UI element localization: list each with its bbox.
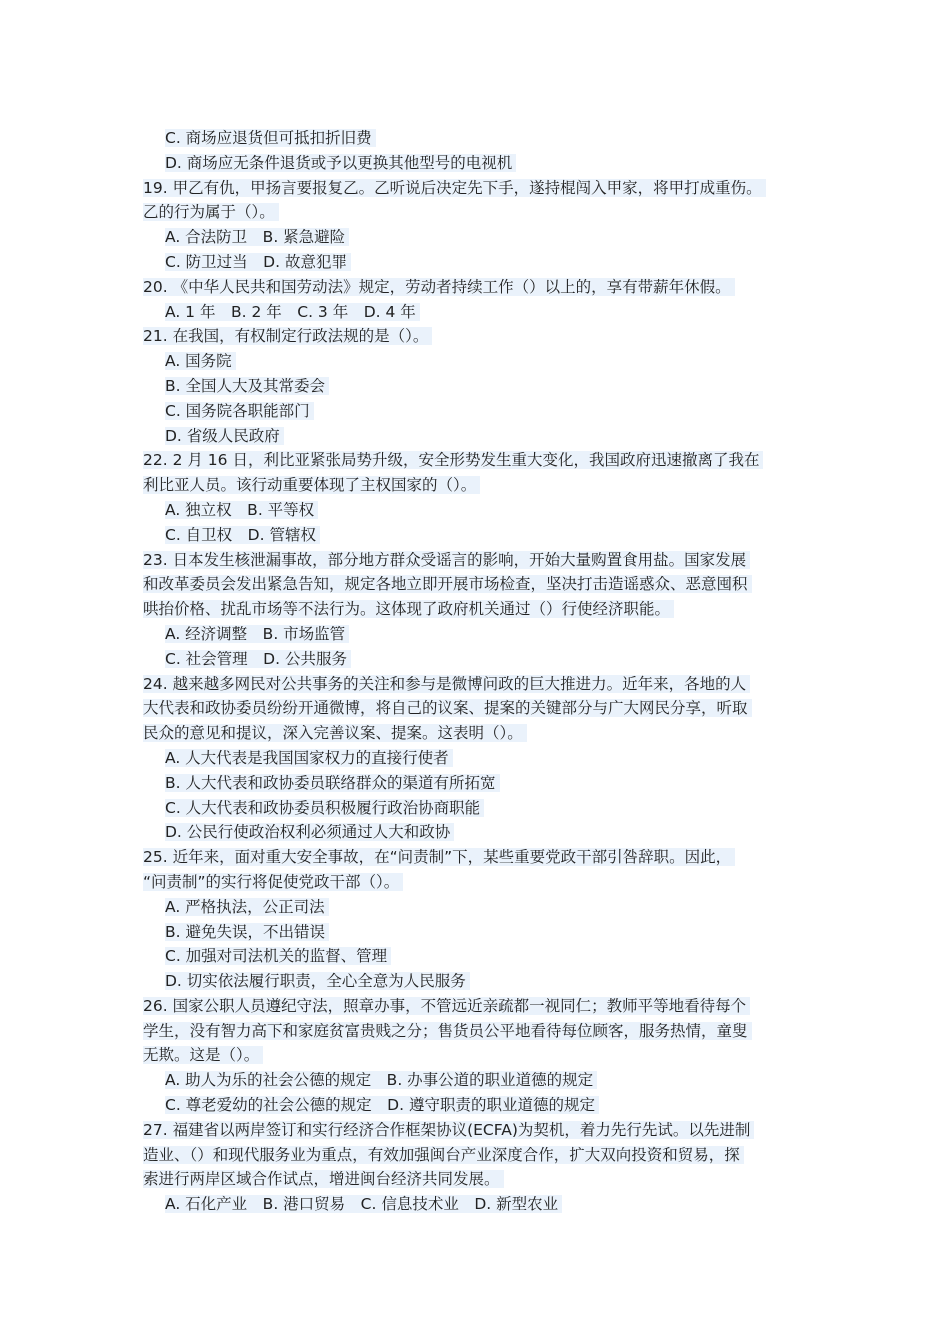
line-text: C. 社会管理 D. 公共服务 <box>165 650 351 668</box>
answer-option-line <box>143 151 808 176</box>
question-text-line <box>143 721 808 746</box>
answer-option-line <box>143 895 808 920</box>
answer-option-line <box>143 820 808 845</box>
question-text-line <box>143 572 808 597</box>
line-text: C. 商场应退货但可抵扣折旧费 <box>165 129 376 147</box>
line-text: C. 尊老爱幼的社会公德的规定 D. 遵守职责的职业道德的规定 <box>165 1096 599 1114</box>
line-text: A. 1 年 B. 2 年 C. 3 年 D. 4 年 <box>165 303 420 321</box>
line-text: C. 加强对司法机关的监督、管理 <box>165 947 391 965</box>
answer-option-line <box>143 374 808 399</box>
line-text: D. 商场应无条件退货或予以更换其他型号的电视机 <box>165 154 516 172</box>
line-text: 27. 福建省以两岸签订和实行经济合作框架协议(ECFA)为契机，着力先行先试。以先进制 <box>143 1121 754 1139</box>
question-text-line <box>143 1143 808 1168</box>
line-text: C. 自卫权 D. 管辖权 <box>165 526 320 544</box>
question-text-line <box>143 672 808 697</box>
question-text-line <box>143 275 808 300</box>
line-text: “问责制”的实行将促使党政干部（）。 <box>143 873 403 891</box>
answer-option-line <box>143 225 808 250</box>
line-text: A. 助人为乐的社会公德的规定 B. 办事公道的职业道德的规定 <box>165 1071 597 1089</box>
question-text-line <box>143 1043 808 1068</box>
line-text: 24. 越来越多网民对公共事务的关注和参与是微博问政的巨大推进力。近年来，各地的人 <box>143 675 750 693</box>
line-text: 20. 《中华人民共和国劳动法》规定，劳动者持续工作（）以上的，享有带薪年休假。 <box>143 278 735 296</box>
question-text-line <box>143 200 808 225</box>
answer-option-line <box>143 1093 808 1118</box>
line-text: 22. 2 月 16 日，利比亚紧张局势升级，安全形势发生重大变化，我国政府迅速撤离了我在 <box>143 451 763 469</box>
line-text: D. 省级人民政府 <box>165 427 284 445</box>
answer-option-line <box>143 1068 808 1093</box>
line-text: 民众的意见和提议，深入完善议案、提案。这表明（）。 <box>143 724 527 742</box>
answer-option-line <box>143 250 808 275</box>
question-text-line <box>143 324 808 349</box>
answer-option-line <box>143 746 808 771</box>
line-text: A. 经济调整 B. 市场监管 <box>165 625 349 643</box>
question-text-line <box>143 1167 808 1192</box>
line-text: 21. 在我国，有权制定行政法规的是（）。 <box>143 327 432 345</box>
line-text: B. 人大代表和政协委员联络群众的渠道有所拓宽 <box>165 774 500 792</box>
answer-option-line <box>143 969 808 994</box>
answer-option-line <box>143 424 808 449</box>
line-text: B. 全国人大及其常委会 <box>165 377 329 395</box>
line-text: 19. 甲乙有仇，甲扬言要报复乙。乙听说后决定先下手，遂持棍闯入甲家，将甲打成重伤。 <box>143 179 766 197</box>
answer-option-line <box>143 399 808 424</box>
line-text: 造业、（）和现代服务业为重点，有效加强闽台产业深度合作，扩大双向投资和贸易，探 <box>143 1146 744 1164</box>
line-text: 学生，没有智力高下和家庭贫富贵贱之分；售货员公平地看待每位顾客，服务热情，童叟 <box>143 1022 752 1040</box>
question-text-line <box>143 1019 808 1044</box>
line-text: 利比亚人员。该行动重要体现了主权国家的（）。 <box>143 476 480 494</box>
line-text: 大代表和政协委员纷纷开通微博，将自己的议案、提案的关键部分与广大网民分享，听取 <box>143 699 752 717</box>
line-text: 乙的行为属于（）。 <box>143 203 279 221</box>
answer-option-line <box>143 796 808 821</box>
question-list <box>143 126 808 1217</box>
line-text: A. 国务院 <box>165 352 236 370</box>
line-text: 和改革委员会发出紧急告知，规定各地立即开展市场检查，坚决打击造谣惑众、恶意囤积 <box>143 575 752 593</box>
question-text-line <box>143 448 808 473</box>
line-text: 无欺。这是（）。 <box>143 1046 263 1064</box>
answer-option-line <box>143 920 808 945</box>
line-text: 23. 日本发生核泄漏事故，部分地方群众受谣言的影响，开始大量购置食用盐。国家发展 <box>143 551 750 569</box>
question-text-line <box>143 597 808 622</box>
answer-option-line <box>143 498 808 523</box>
question-text-line <box>143 870 808 895</box>
answer-option-line <box>143 349 808 374</box>
answer-option-line <box>143 622 808 647</box>
answer-option-line <box>143 771 808 796</box>
line-text: B. 避免失误，不出错误 <box>165 923 329 941</box>
answer-option-line <box>143 647 808 672</box>
question-text-line <box>143 473 808 498</box>
answer-option-line <box>143 300 808 325</box>
line-text: A. 独立权 B. 平等权 <box>165 501 318 519</box>
line-text: A. 合法防卫 B. 紧急避险 <box>165 228 349 246</box>
line-text: 26. 国家公职人员遵纪守法，照章办事，不管远近亲疏都一视同仁；教师平等地看待每个 <box>143 997 750 1015</box>
question-text-line <box>143 845 808 870</box>
answer-option-line <box>143 944 808 969</box>
answer-option-line <box>143 126 808 151</box>
line-text: D. 公民行使政治权利必须通过人大和政协 <box>165 823 454 841</box>
answer-option-line <box>143 1192 808 1217</box>
question-text-line <box>143 1118 808 1143</box>
question-text-line <box>143 696 808 721</box>
question-text-line <box>143 176 808 201</box>
line-text: 哄抬价格、扰乱市场等不法行为。这体现了政府机关通过（）行使经济职能。 <box>143 600 674 618</box>
answer-option-line <box>143 523 808 548</box>
line-text: A. 石化产业 B. 港口贸易 C. 信息技术业 D. 新型农业 <box>165 1195 562 1213</box>
question-text-line <box>143 548 808 573</box>
line-text: 25. 近年来，面对重大安全事故，在“问责制”下，某些重要党政干部引咎辞职。因此， <box>143 848 735 866</box>
line-text: C. 人大代表和政协委员积极履行政治协商职能 <box>165 799 484 817</box>
line-text: D. 切实依法履行职责，全心全意为人民服务 <box>165 972 470 990</box>
line-text: A. 严格执法，公正司法 <box>165 898 329 916</box>
line-text: A. 人大代表是我国国家权力的直接行使者 <box>165 749 453 767</box>
line-text: C. 国务院各职能部门 <box>165 402 314 420</box>
line-text: C. 防卫过当 D. 故意犯罪 <box>165 253 351 271</box>
line-text: 索进行两岸区域合作试点，增进闽台经济共同发展。 <box>143 1170 504 1188</box>
question-text-line <box>143 994 808 1019</box>
